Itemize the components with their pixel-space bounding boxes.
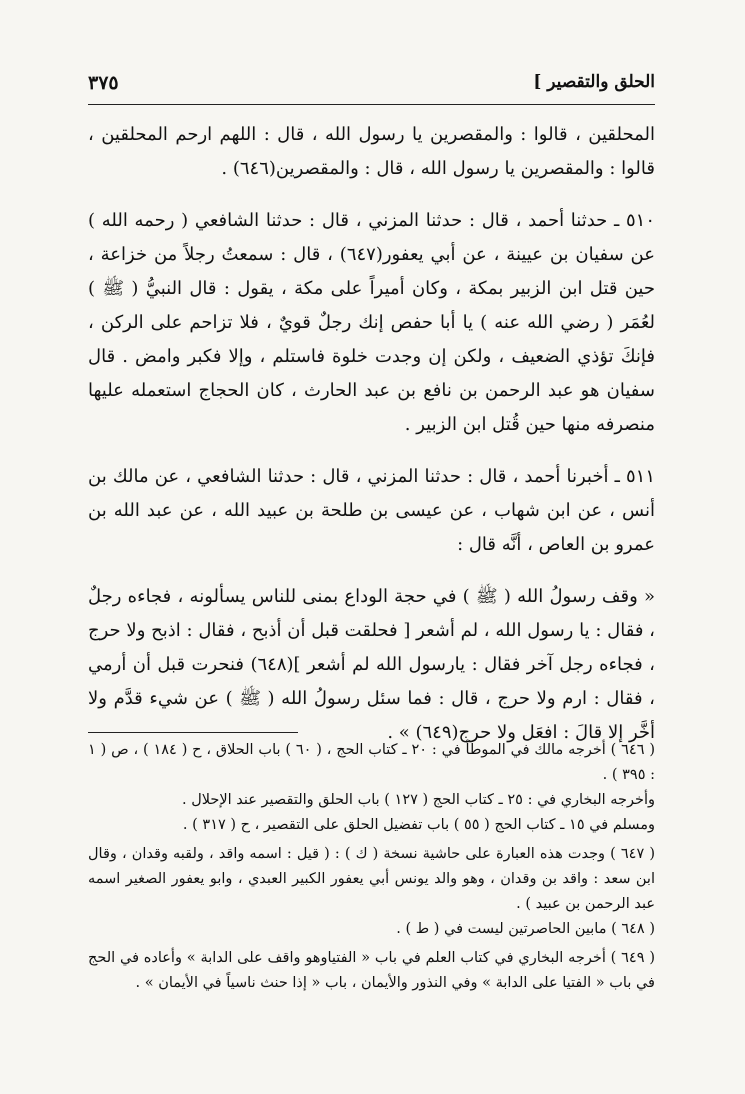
paragraph-hadith-511-isnad: ٥١١ ـ أخبرنا أحمد ، قال : حدثنا المزني ، قال : حدثنا الشافعي ، عن مالك بن أنس ، عن ابن شهاب ، عن عيسى بن طلحة بن عبيد الله ، عن عبد الله بن عمرو بن العاص ، أنَّه قال : <box>88 466 655 555</box>
page-header <box>88 70 655 105</box>
page-number: ٣٧٥ <box>88 72 119 94</box>
footnote-646-muslim: ومسلم في ١٥ ـ كتاب الحج ( ٥٥ ) باب تفضيل الحلق على التقصير ، ح ( ٣١٧ ) . <box>182 817 655 833</box>
footnote-649: ( ٦٤٩ ) أخرجه البخاري في كتاب العلم في باب « الفتياوهو واقف على الدابة » وأعاده في الحج في باب « الفتيا على الدابة » وفي النذور والأيمان ، باب « إذا حنث ناسياً في الأيمان » . <box>88 950 655 991</box>
running-title: الحلق والتقصير ] <box>533 72 655 92</box>
footnote-646-bukhari: وأخرجه البخاري في : ٢٥ ـ كتاب الحج ( ١٢٧ ) باب الحلق والتقصير عند الإحلال . <box>182 792 655 808</box>
paragraph-continuation: المحلقين ، قالوا : والمقصرين يا رسول الله ، قال : اللهم ارحم المحلقين ، قالوا : والمقصرين يا رسول الله ، قال : والمقصرين(٦٤٦) . <box>88 124 655 179</box>
main-text <box>88 118 655 750</box>
footnotes <box>88 738 655 996</box>
footnote-648: ( ٦٤٨ ) مابين الحاصرتين ليست في ( ط ) . <box>396 921 655 937</box>
footnote-separator <box>88 732 298 733</box>
paragraph-hadith-511-matn: « وقف رسولُ الله ( ﷺ ) في حجة الوداع بمنى للناس يسألونه ، فجاءه رجلٌ ، فقال : يا رسول الله ، لم أشعر [ فحلقت قبل أن أذبح ، فقال : اذبح ولا حرج ، فجاءه رجل آخر فقال : يارسول الله لم أشعر ](٦٤٨) فنحرت قبل أن أرمي ، فقال : ارم ولا حرج ، قال : فما سئل رسولُ الله ( ﷺ ) عن شيء قدَّم ولا أخَّر إلا قالَ : افعَل ولا حرج(٦٤٩) » . <box>88 586 655 743</box>
footnote-646: ( ٦٤٦ ) أخرجه مالك في الموطأ في : ٢٠ ـ كتاب الحج ، ( ٦٠ ) باب الحلاق ، ح ( ١٨٤ ) ، ص ( ١ : ٣٩٥ ) . <box>88 742 655 783</box>
paragraph-hadith-510: ٥١٠ ـ حدثنا أحمد ، قال : حدثنا المزني ، قال : حدثنا الشافعي ( رحمه الله ) عن سفيان بن عيينة ، عن أبي يعفور(٦٤٧) ، قال : سمعتُ رجلاً من خزاعة ، حين قتل ابن الزبير بمكة ، وكان أميراً على مكة ، يقول : قال النبيُّ ( ﷺ ) لعُمَر ( رضي الله عنه ) يا أبا حفص إنك رجلٌ قويٌ ، فلا تزاحم على الركن ، فإنكَ تؤذي الضعيف ، ولكن إن وجدت خلوة فاستلم ، وإلا فكبر وامض . قال سفيان هو عبد الرحمن بن نافع بن عبد الحارث ، كان الحجاج استعمله عليها منصرفه منها حين قُتل ابن الزبير . <box>88 210 655 435</box>
footnote-647: ( ٦٤٧ ) وجدت هذه العبارة على حاشية نسخة ( ك ) : ( قيل : اسمه واقد ، ولقبه وقدان ، وقال ابن سعد : واقد بن وقدان ، وهو والد يونس أبي يعفور الكبير العبدي ، وابو يعفور الصغير اسمه عبد الرحمن بن عبيد ) . <box>88 846 655 912</box>
